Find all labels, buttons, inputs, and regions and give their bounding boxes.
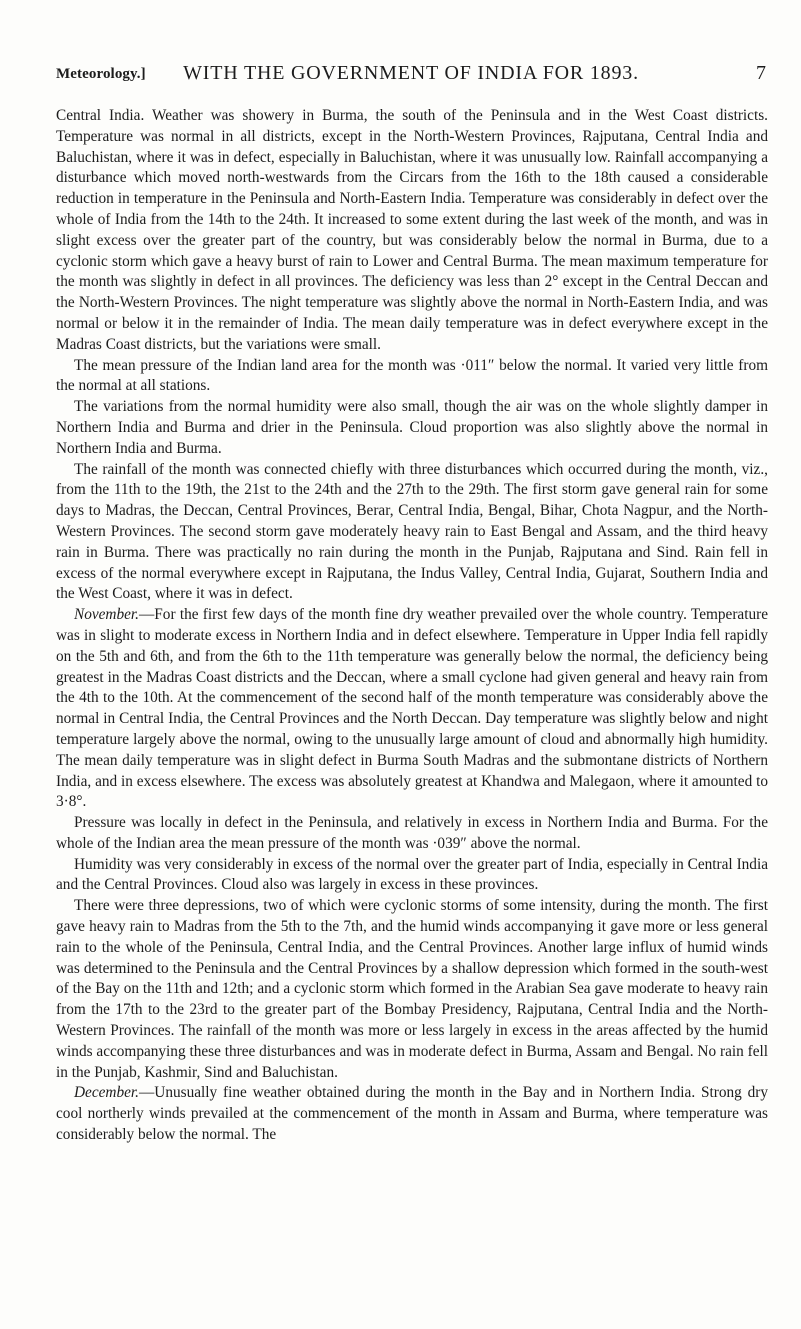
section-lead: December. — [74, 1084, 139, 1102]
paragraph: Central India. Weather was showery in Burma, the south of the Peninsula and in the West Coast districts. Temperature was normal in all districts, except in the North-Western Provinces, Rajputana, Central India and Baluchistan, where it was in defect, especially in Baluchistan, where it was unusually low. Rainfall accompanying a disturbance which moved north-westwards from the Circars from the 16th to the 18th caused a considerable reduction in temperature in the Peninsula and North-Eastern India. Temperature was considerably in defect over the whole of India from the 14th to the 24th. It increased to some extent during the last week of the month, and was in slight excess over the greater part of the country, but was considerably below the normal in Burma, due to a cyclonic storm which gave a heavy burst of rain to Lower and Central Burma. The mean maximum temperature for the month was slightly in defect in all provinces. The deficiency was less than 2° except in the Central Deccan and the North-Western Provinces. The night temperature was slightly above the normal in North-Eastern India, and was normal or below it in the remainder of India. The mean daily temperature was in defect everywhere except in the Madras Coast districts, but the variations were small. — [56, 107, 768, 353]
section-lead: November. — [74, 606, 139, 624]
paragraph: December.—Unusually fine weather obtained during the month in the Bay and in Northern India. Strong dry cool northerly winds prevailed at the commencement of the month in Assam and Burma, where temperature was considerably below the normal. The — [56, 1084, 768, 1144]
running-header — [56, 62, 766, 86]
paragraph: November.—For the first few days of the month fine dry weather prevailed over the whole country. Temperature was in slight to moderate excess in Northern India and in defect elsewhere. Temperature in Upper India fell rapidly on the 5th and 6th, and from the 6th to the 11th temperature was generally below the normal, the deficiency being greatest in the Madras Coast districts and the Deccan, where a small cyclone had given general and heavy rain from the 4th to the 10th. At the commencement of the second half of the month temperature was considerably above the normal in Central India, the Central Provinces and the North Deccan. Day temperature was slightly below and night temperature largely above the normal, owing to the unusually large amount of cloud and abnormally high humidity. The mean daily temperature was in slight defect in Burma South Madras and the submontane districts of Northern India, and in excess elsewhere. The excess was absolutely greatest at Khandwa and Malegaon, where it amounted to 3·8°. — [56, 606, 768, 811]
running-title: WITH THE GOVERNMENT OF INDIA FOR 1893. — [183, 62, 639, 84]
paragraph: The variations from the normal humidity were also small, though the air was on the whole slightly damper in Northern India and Burma and drier in the Peninsula. Cloud proportion was also slightly above the normal in Northern India and Burma. — [56, 398, 768, 457]
paragraph: The rainfall of the month was connected chiefly with three disturbances which occurred during the month, viz., from the 11th to the 19th, the 21st to the 24th and the 27th to the 29th. The first storm gave general rain for some days to Madras, the Deccan, Central Provinces, Berar, Central India, Bengal, Bihar, Chota Nagpur, and the North-Western Provinces. The second storm gave moderately heavy rain to East Bengal and Assam, and the third heavy rain in Burma. There was practically no rain during the month in the Punjab, Rajputana and Sind. Rain fell in excess of the normal everywhere except in Rajputana, the Indus Valley, Central India, Gujarat, Southern India and the West Coast, where it was in defect. — [56, 460, 768, 603]
section-label: Meteorology.] — [56, 66, 146, 82]
body-text — [56, 106, 768, 1146]
paragraph: The mean pressure of the Indian land area for the month was ·011″ below the normal. It varied very little from the normal at all stations. — [56, 356, 768, 395]
paragraph: Pressure was locally in defect in the Peninsula, and relatively in excess in Northern India and Burma. For the whole of the Indian area the mean pressure of the month was ·039″ above the normal. — [56, 814, 768, 852]
paragraph: There were three depressions, two of which were cyclonic storms of some intensity, during the month. The first gave heavy rain to Madras from the 5th to the 7th, and the humid winds accompanying it gave more or less general rain to the whole of the Peninsula, Central India, and the Central Provinces. Another large influx of humid winds was determined to the Peninsula and the Central Provinces by a shallow depression which formed in the south-west of the Bay on the 11th and 12th; and a cyclonic storm which formed in the Arabian Sea gave moderate to heavy rain from the 17th to the 23rd to the greater part of the Bombay Presidency, Rajputana, Central India and the North-Western Provinces. The rainfall of the month was more or less largely in excess in the areas affected by the humid winds accompanying these three disturbances and was in moderate defect in Burma, Assam and Bengal. No rain fell in the Punjab, Kashmir, Sind and Baluchistan. — [56, 897, 768, 1081]
page-number: 7 — [756, 62, 766, 84]
paragraph: Humidity was very considerably in excess of the normal over the greater part of India, especially in Central India and the Central Provinces. Cloud also was largely in excess in these provinces. — [56, 855, 768, 894]
